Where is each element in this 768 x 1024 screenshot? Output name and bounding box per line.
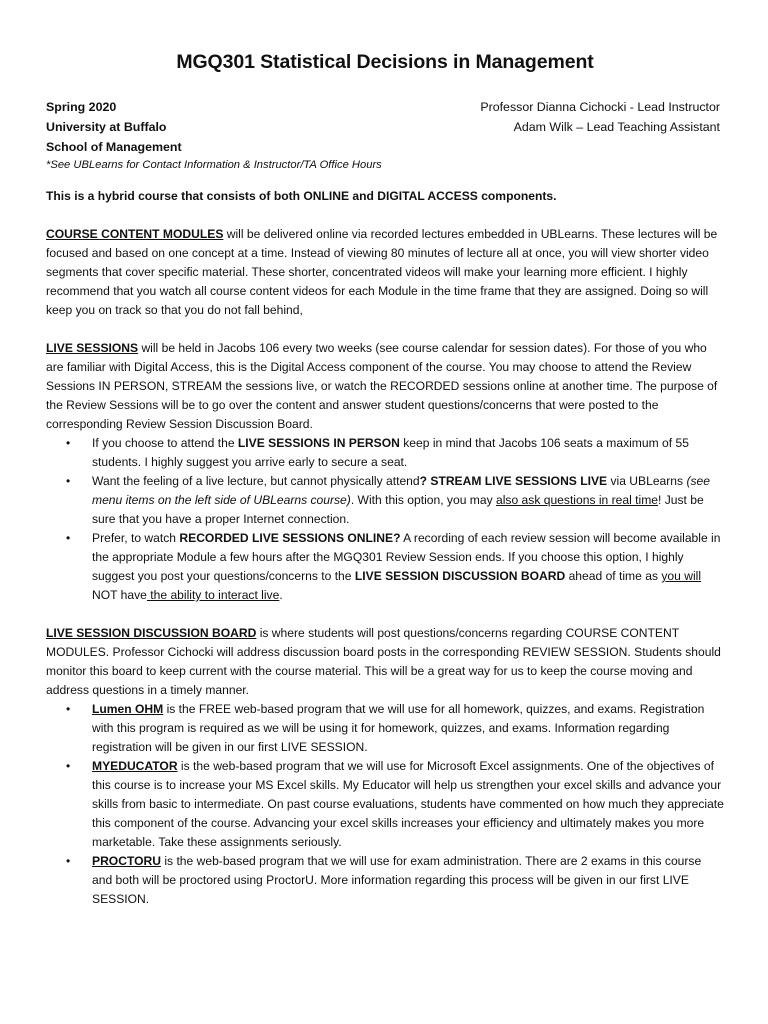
modules-paragraph	[46, 225, 724, 320]
school: School of Management	[46, 140, 182, 154]
course-header	[46, 97, 724, 157]
live-sessions-text: will be held in Jacobs 106 every two weeks (see course calendar for session dates). For those of you who are familiar with Digital Access, this is the Digital Access component of the course. You may choose to attend the Review Sessions IN PERSON, STREAM the sessions live, or watch the RECORDED sessions online at another time. The purpose of the Review Sessions will be to go over the content and answer student questions/concerns that were posted to the corresponding Review Session Discussion Board.	[46, 341, 718, 431]
list-item: • Want the feeling of a live lecture, but cannot physically attend? STREAM LIVE SESSIONS LIVE via UBLearns (see menu items on the left side of UBLearns course). With this option, you may also ask questions in real time! Just be sure that you have a proper Internet connection.	[92, 472, 724, 529]
lumen-ohm-label: Lumen OHM	[92, 702, 164, 716]
course-info	[46, 97, 182, 157]
proctoru-label: PROCTORU	[92, 854, 161, 868]
myeducator-label: MYEDUCATOR	[92, 759, 178, 773]
semester: Spring 2020	[46, 100, 117, 114]
programs-list	[46, 700, 724, 909]
live-sessions-paragraph	[46, 339, 724, 434]
list-item: • MYEDUCATOR is the web-based program that we will use for Microsoft Excel assignments. One of the objectives of this course is to increase your MS Excel skills. My Educator will help us strengthen your excel skills and advance your skills from basic to intermediate. On past course evaluations, students have commented on how much they appreciate this component of the course. Advancing your excel skills increases your efficiency and ultimately makes you more marketable. Take these assignments seriously.	[92, 757, 724, 852]
contact-note: *See UBLearns for Contact Information & Instructor/TA Office Hours	[46, 159, 382, 171]
list-item: • If you choose to attend the LIVE SESSIONS IN PERSON keep in mind that Jacobs 106 seats a maximum of 55 students. I highly suggest you arrive early to secure a seat.	[92, 434, 724, 472]
discussion-board-heading: LIVE SESSION DISCUSSION BOARD	[46, 626, 257, 640]
discussion-board-text: is where students will post questions/concerns regarding COURSE CONTENT MODULES. Professor Cichocki will address discussion board posts in the corresponding REVIEW SESSION. Students should monitor this board to keep current with the course material. This will be a great way for us to keep the course moving and address questions in a timely manner.	[46, 626, 721, 697]
university: University at Buffalo	[46, 120, 167, 134]
live-sessions-list	[46, 434, 724, 605]
modules-text: will be delivered online via recorded lectures embedded in UBLearns. These lectures will be focused and based on one concept at a time. Instead of viewing 80 minutes of lecture all at once, you will view shorter video segments that cover specific material. These shorter, concentrated videos will make your learning more efficient. I highly recommend that you watch all course content videos for each Module in the time frame that they are assigned. Doing so will keep you on track so that you do not fall behind,	[46, 227, 718, 317]
instructor-info	[480, 97, 724, 157]
discussion-board-paragraph	[46, 624, 724, 700]
intro-statement: This is a hybrid course that consists of both ONLINE and DIGITAL ACCESS components.	[46, 189, 557, 203]
modules-heading: COURSE CONTENT MODULES	[46, 227, 224, 241]
lead-ta: Adam Wilk – Lead Teaching Assistant	[513, 120, 720, 134]
list-item: • Prefer, to watch RECORDED LIVE SESSIONS ONLINE? A recording of each review session will become available in the appropriate Module a few hours after the MGQ301 Review Session ends. If you choose this option, I highly suggest you post your questions/concerns to the LIVE SESSION DISCUSSION BOARD ahead of time as you will NOT have the ability to interact live.	[92, 529, 724, 605]
live-sessions-heading: LIVE SESSIONS	[46, 341, 139, 355]
lead-instructor: Professor Dianna Cichocki - Lead Instructor	[480, 100, 720, 114]
list-item: • Lumen OHM is the FREE web-based program that we will use for all homework, quizzes, and exams. Registration with this program is required as we will be using it for homework, quizzes, and exams. Information regarding registration will be given in our first LIVE SESSION.	[92, 700, 724, 757]
document-title: MGQ301 Statistical Decisions in Management	[176, 51, 594, 73]
list-item: • PROCTORU is the web-based program that we will use for exam administration. There are 2 exams in this course and both will be proctored using ProctorU. More information regarding this process will be given in our first LIVE SESSION.	[92, 852, 724, 909]
